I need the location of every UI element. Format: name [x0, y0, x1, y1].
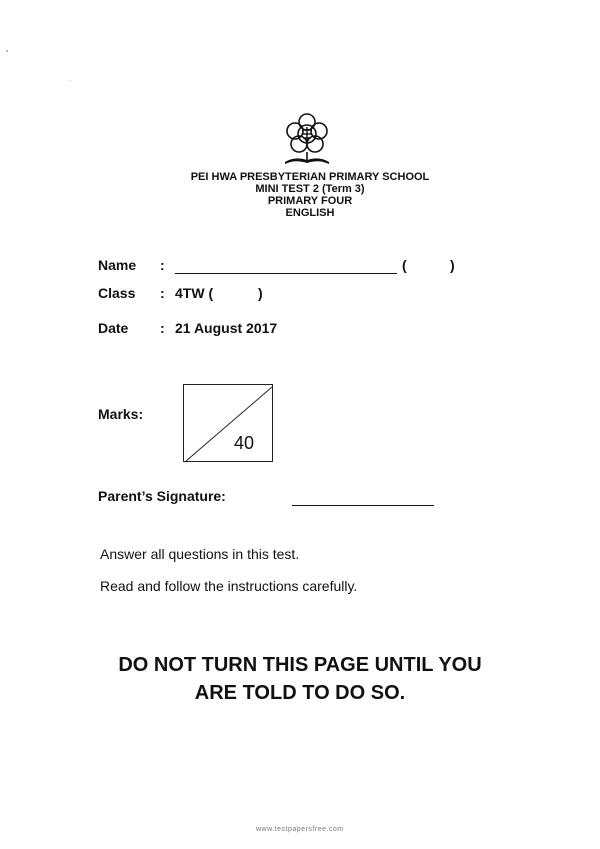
- footer-watermark: www.testpapersfree.com: [256, 826, 344, 833]
- class-paren-close: ): [258, 285, 263, 301]
- name-colon: :: [160, 257, 165, 273]
- class-colon: :: [160, 285, 165, 301]
- date-label: Date: [98, 320, 129, 336]
- marks-box[interactable]: [183, 384, 273, 462]
- test-name: MINI TEST 2 (Term 3): [255, 183, 365, 195]
- marks-total: 40: [234, 433, 255, 453]
- scan-speck: [70, 80, 71, 81]
- level: PRIMARY FOUR: [267, 195, 353, 207]
- instruction-line: Read and follow the instructions carefully.: [100, 578, 358, 594]
- signature-line[interactable]: [292, 505, 434, 506]
- instruction-line: Answer all questions in this test.: [100, 546, 300, 562]
- date-value: 21 August 2017: [175, 320, 278, 336]
- index-paren-close: ): [450, 257, 455, 273]
- class-label: Class: [98, 285, 136, 301]
- marks-label: Marks:: [98, 406, 144, 422]
- index-paren-open: (: [402, 257, 407, 273]
- warning-line: ARE TOLD TO DO SO.: [194, 682, 406, 704]
- name-field-line[interactable]: [175, 273, 397, 274]
- subject: ENGLISH: [285, 207, 335, 219]
- school-crest-icon: [281, 112, 333, 168]
- warning-line: DO NOT TURN THIS PAGE UNTIL YOU: [118, 654, 482, 676]
- name-label: Name: [98, 257, 137, 273]
- marks-divider: [184, 385, 274, 463]
- class-value: 4TW (: [175, 285, 214, 301]
- signature-label: Parent’s Signature:: [98, 488, 226, 504]
- date-colon: :: [160, 320, 165, 336]
- school-name: PEI HWA PRESBYTERIAN PRIMARY SCHOOL: [190, 171, 430, 183]
- scan-speck: [6, 50, 8, 52]
